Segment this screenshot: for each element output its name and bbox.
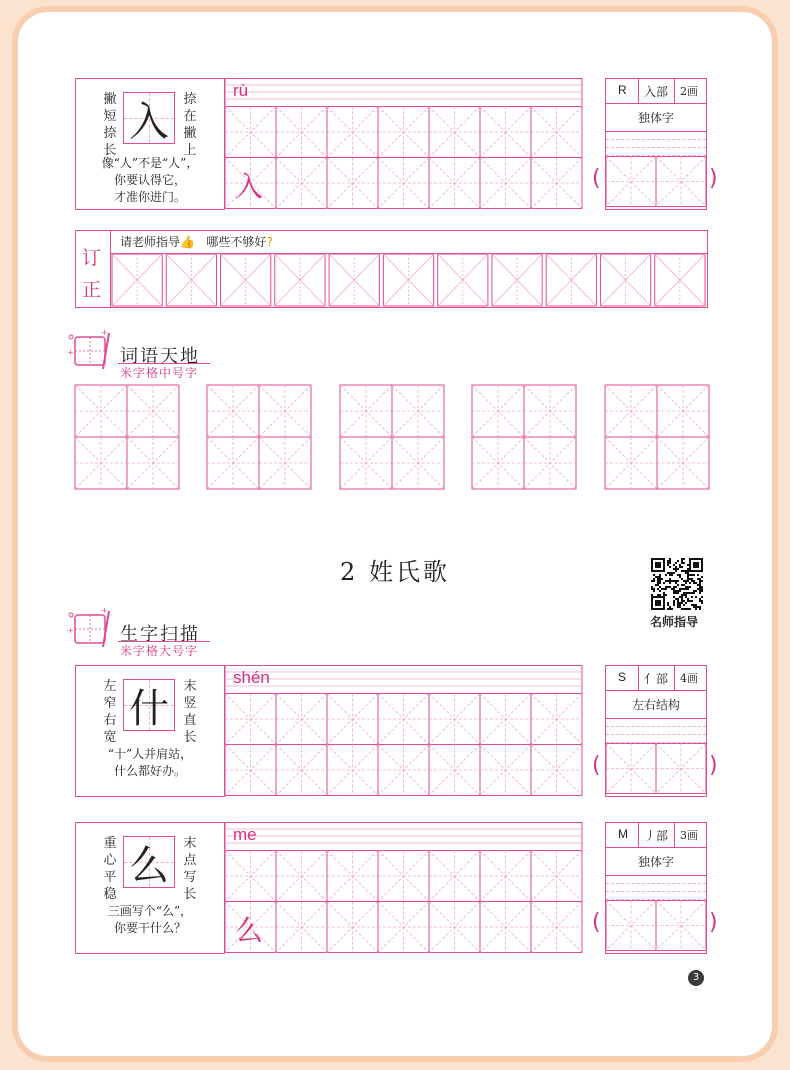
- big-character: 么: [129, 842, 169, 889]
- mi-grid-cell[interactable]: [225, 694, 276, 745]
- mi-grid-cell[interactable]: [340, 385, 392, 437]
- mi-grid-cell[interactable]: [392, 385, 444, 437]
- stroke-count: 3画: [680, 829, 698, 842]
- svg-text:+: +: [101, 328, 108, 337]
- stroke-count: 2画: [680, 85, 698, 98]
- answer-paren-close: ): [709, 910, 718, 935]
- big-character: 入: [129, 98, 169, 145]
- word-practice-group[interactable]: [207, 385, 311, 489]
- mi-grid-cell[interactable]: [531, 694, 582, 745]
- mi-grid-cell[interactable]: [605, 385, 657, 437]
- mi-grid-cell[interactable]: [524, 437, 576, 489]
- pinyin-label: shén: [233, 668, 270, 687]
- mi-grid-cell[interactable]: [429, 902, 480, 953]
- writing-practice-grid[interactable]: [224, 822, 583, 956]
- big-character-box: [123, 836, 175, 888]
- mi-grid-cell[interactable]: [657, 385, 709, 437]
- structure-type: 独体字: [637, 855, 674, 869]
- mi-grid-cell[interactable]: [327, 902, 378, 953]
- word-practice-group[interactable]: [472, 385, 576, 489]
- right-writing-tip: 末 竖 直 长: [183, 679, 197, 745]
- mi-grid-cell[interactable]: [429, 745, 480, 796]
- pinyin-label: rù: [233, 81, 249, 100]
- mi-grid-cell[interactable]: [531, 851, 582, 902]
- mi-grid-cell[interactable]: [327, 745, 378, 796]
- mi-grid-cell[interactable]: [656, 901, 706, 951]
- mi-grid-cell[interactable]: [606, 744, 656, 794]
- words-section-subtitle: 米字格中号字: [120, 366, 199, 380]
- pinyin-label: me: [233, 825, 257, 844]
- mi-grid-cell[interactable]: [480, 694, 531, 745]
- writing-practice-grid[interactable]: [224, 665, 583, 799]
- right-writing-tip: 捺 在 撇 上: [183, 92, 197, 158]
- words-section-title: 词语天地: [120, 346, 200, 367]
- lesson-title: 2 姓氏歌: [340, 558, 450, 586]
- word-practice-group[interactable]: [605, 385, 709, 489]
- character-info-panel: [605, 665, 707, 797]
- mi-grid-cell[interactable]: [472, 385, 524, 437]
- mi-grid-cell[interactable]: [225, 851, 276, 902]
- answer-paren-open: (: [592, 166, 601, 191]
- sample-character: 么: [235, 914, 264, 947]
- big-character-box: [123, 679, 175, 731]
- mi-grid-cell[interactable]: [259, 437, 311, 489]
- mi-grid-cell[interactable]: [657, 437, 709, 489]
- mi-grid-cell[interactable]: [378, 745, 429, 796]
- mi-grid-cell[interactable]: [531, 902, 582, 953]
- mi-grid-cell[interactable]: [127, 385, 179, 437]
- correction-label-top: 订: [82, 247, 102, 269]
- mi-grid-cell[interactable]: [340, 437, 392, 489]
- structure-type: 左右结构: [631, 698, 680, 712]
- word-practice-group[interactable]: [75, 385, 179, 489]
- stroke-count: 4画: [680, 672, 698, 685]
- word-practice-group[interactable]: [340, 385, 444, 489]
- mi-grid-cell[interactable]: [656, 744, 706, 794]
- mi-grid-cell[interactable]: [531, 745, 582, 796]
- pinyin-initial: S: [618, 670, 627, 684]
- mi-grid-cell[interactable]: [429, 694, 480, 745]
- right-writing-tip: 末 点 写 长: [183, 836, 197, 902]
- left-writing-tip: 重 心 平 稳: [103, 836, 117, 902]
- radical: 入部: [644, 85, 669, 99]
- svg-text:+: +: [101, 606, 108, 615]
- mi-grid-cell[interactable]: [480, 745, 531, 796]
- mi-grid-cell[interactable]: [276, 851, 327, 902]
- scan-section-subtitle: 米字格大号字: [120, 644, 199, 658]
- answer-paren-open: (: [592, 753, 601, 778]
- radical: 亻部: [644, 672, 669, 686]
- structure-practice-cells[interactable]: [606, 743, 706, 797]
- mi-grid-cell[interactable]: [378, 851, 429, 902]
- mi-grid-cell[interactable]: [378, 694, 429, 745]
- mi-grid-cell[interactable]: [276, 902, 327, 953]
- mi-grid-cell[interactable]: [606, 901, 656, 951]
- answer-paren-open: (: [592, 910, 601, 935]
- memory-rhyme: 像“人”不是“人”， 你要认得它， 才准你进门。: [101, 156, 199, 204]
- left-writing-tip: 撇 短 捺 长: [103, 92, 117, 158]
- mi-grid-cell[interactable]: [127, 437, 179, 489]
- mi-grid-cell[interactable]: [392, 437, 444, 489]
- mi-grid-cell[interactable]: [75, 385, 127, 437]
- structure-practice-cells[interactable]: [606, 900, 706, 954]
- mi-grid-cell[interactable]: [429, 851, 480, 902]
- mi-grid-cell[interactable]: [276, 745, 327, 796]
- page-number: 3: [688, 970, 704, 986]
- mi-grid-cell[interactable]: [259, 385, 311, 437]
- sample-character: 入: [235, 170, 264, 203]
- mi-grid-cell[interactable]: [75, 437, 127, 489]
- mi-grid-cell[interactable]: [207, 437, 259, 489]
- answer-paren-close: ): [709, 166, 718, 191]
- svg-text:+: +: [67, 348, 74, 357]
- memory-rhyme: 三画写个“么”， 你要干什么？: [107, 904, 193, 935]
- qr-code-icon[interactable]: [650, 557, 704, 611]
- pinyin-initial: R: [618, 83, 627, 97]
- svg-text:+: +: [67, 626, 74, 635]
- question-icon: ?: [266, 235, 273, 249]
- mi-grid-cell[interactable]: [327, 851, 378, 902]
- character-card: [75, 822, 225, 954]
- weak-prompt: 哪些不够好: [206, 235, 267, 249]
- correction-label-bottom: 正: [82, 279, 102, 301]
- structure-type: 独体字: [637, 111, 674, 125]
- pinyin-initial: M: [618, 827, 628, 841]
- mi-grid-cell[interactable]: [524, 385, 576, 437]
- teacher-prompt: 请老师指导: [120, 235, 181, 249]
- answer-paren-close: ): [709, 753, 718, 778]
- memory-rhyme: “十”人并肩站， 什么都好办。: [107, 747, 193, 778]
- character-card: [75, 665, 225, 797]
- mi-grid-cell[interactable]: [472, 437, 524, 489]
- mi-grid-cell[interactable]: [327, 694, 378, 745]
- scan-section-title: 生字扫描: [120, 624, 200, 645]
- qr-caption: 名师指导: [650, 615, 699, 629]
- big-character: 什: [129, 685, 169, 732]
- mi-grid-cell[interactable]: [225, 745, 276, 796]
- mi-grid-cell[interactable]: [207, 385, 259, 437]
- mi-grid-cell[interactable]: [276, 694, 327, 745]
- radical: 丿部: [644, 829, 669, 843]
- thumbs-up-icon: 👍: [180, 235, 195, 249]
- mi-grid-cell[interactable]: [605, 437, 657, 489]
- mi-grid-cell[interactable]: [480, 902, 531, 953]
- character-info-panel: [605, 822, 707, 954]
- mi-grid-cell[interactable]: [378, 902, 429, 953]
- mi-grid-cell[interactable]: [480, 851, 531, 902]
- left-writing-tip: 左 窄 右 宽: [103, 679, 117, 745]
- pencil-board-icon: [65, 605, 117, 653]
